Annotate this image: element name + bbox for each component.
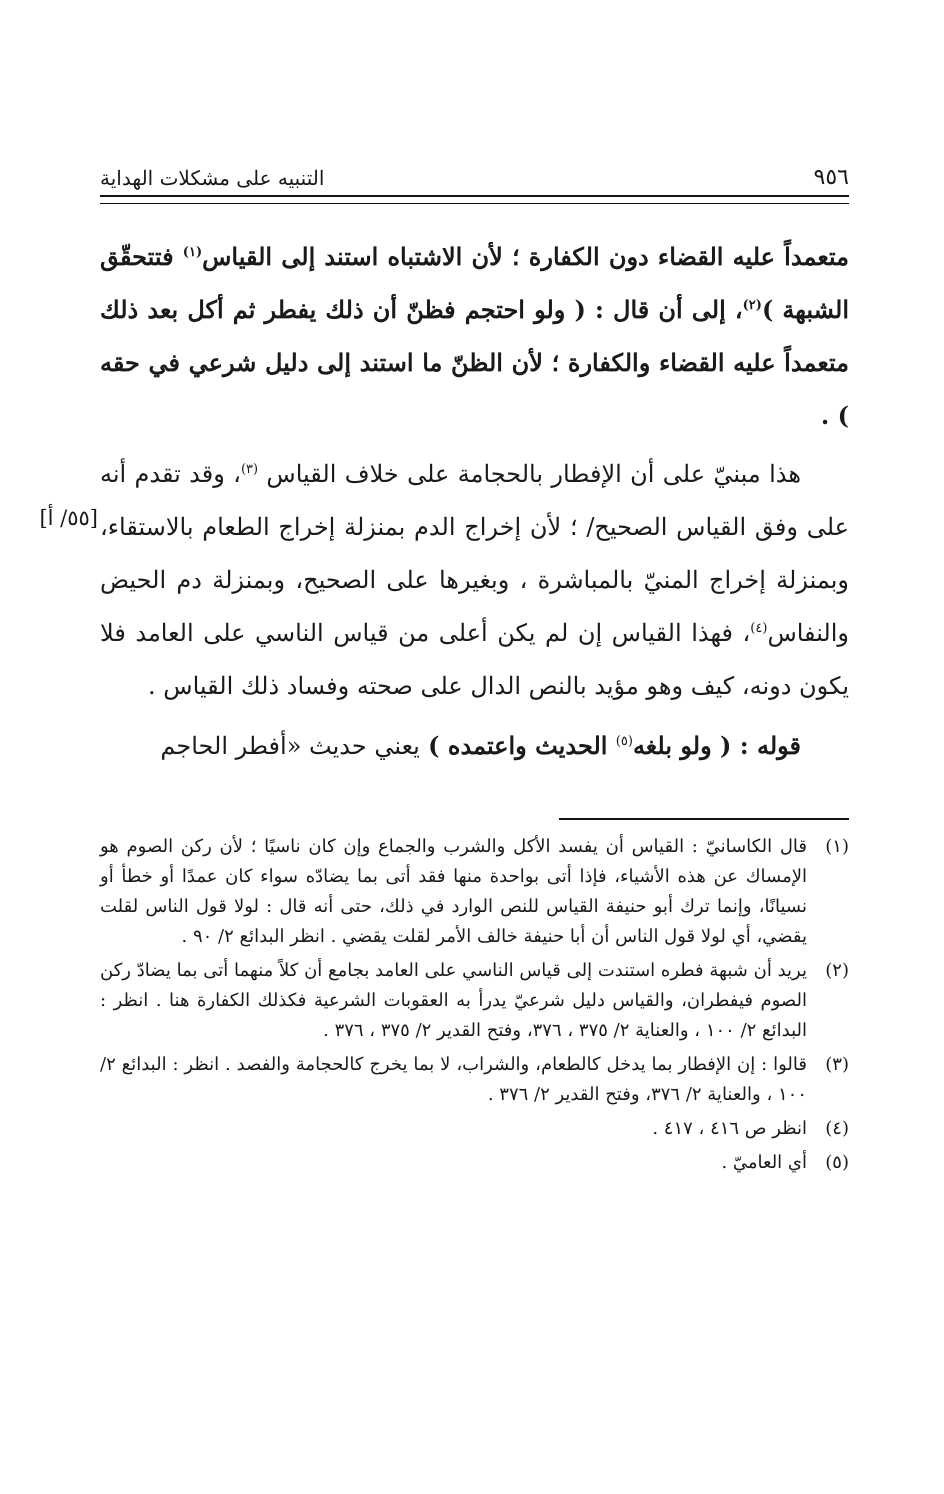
footnote-number: (٢) xyxy=(825,960,849,981)
footnote-text: أي العاميّ . xyxy=(721,1152,807,1173)
footnote-text: يريد أن شبهة فطره استندت إلى قياس الناسي على العامد بجامع أن كلاً منهما أتى بما يضادّ ركن الصوم فيفطران، والقياس دليل شرعيّ يدرأ به العقوبات الشرعية فكذلك الكفارة هنا . انظر : البدائع ٢/ ١٠٠ ، والعناية ٢/ ٣٧٥ ، ٣٧٦، وفتح القدير ٢/ ٣٧٥ ، ٣٧٦ . xyxy=(100,960,807,1041)
footnote-ref-4: (٤) xyxy=(750,621,768,636)
footnote-text: انظر ص ٤١٦ ، ٤١٧ . xyxy=(652,1118,807,1139)
footnote-ref-3: (٣) xyxy=(240,462,259,477)
footnote-number: (١) xyxy=(825,836,849,857)
page-number: ٩٥٦ xyxy=(813,165,849,190)
footnote-text: قالوا : إن الإفطار بما يدخل كالطعام، والشراب، لا بما يخرج كالحجامة والفصد . انظر : البدائع ٢/ ١٠٠ ، والعناية ٢/ ٣٧٦، وفتح القدير ٢/ ٣٧٦ . xyxy=(100,1054,807,1105)
quoted-passage-part-3: ، إلى أن قال : ( ولو احتجم فظنّ أن ذلك يفطر ثم أكل بعد ذلك متعمداً عليه القضاء والكفارة ؛ لأن الظنّ ما استند إلى دليل شرعي في حقه ) . xyxy=(100,295,849,430)
next-quote-part-1: قوله : ( ولو بلغه xyxy=(632,731,801,760)
commentary-part-3: ، فهذا القياس إن لم يكن أعلى من قياس الناسي على العامد فلا يكون دونه، كيف وهو مؤيد بالنص الدال على صحته وفساد ذلك القياس . xyxy=(100,619,849,700)
next-quote-part-3: يعني حديث «أفطر الحاجم xyxy=(160,732,420,760)
running-header xyxy=(100,150,849,190)
footnote-number: (٥) xyxy=(825,1152,849,1173)
footnote-text: قال الكاسانيّ : القياس أن يفسد الأكل والشرب والجماع وإن كان ناسيًا ؛ لأن ركن الصوم هو الإمساك عن هذه الأشياء، فإذا أتى بواحدة منها فقد أتى بما يضادّه سواء كان عمدًا أو خطأ أو نسيانًا، وإنما ترك أبو حنيفة القياس للنص الوارد في ذلك، حتى أنه قال : لولا قول الناس لقلت يقضي، أي لولا قول الناس أن أبا حنيفة خالف الأمر لقلت يقضي . انظر البدائع ٢/ ٩٠ . xyxy=(100,836,807,947)
next-quote-paragraph xyxy=(100,719,849,773)
footnote-ref-5: (٥) xyxy=(615,734,633,749)
footnotes xyxy=(100,832,849,1182)
footnote-number: (٤) xyxy=(825,1118,849,1139)
quoted-passage xyxy=(100,230,849,442)
manuscript-folio-note: [٥٥/ أ] xyxy=(39,506,98,530)
footnote-separator xyxy=(559,818,849,820)
quoted-passage-part-2: فتتحقّق الشبهة ) xyxy=(100,242,849,324)
footnote xyxy=(100,956,849,1046)
quoted-passage-part-1: متعمداً عليه القضاء دون الكفارة ؛ لأن الاشتباه استند إلى القياس xyxy=(202,242,849,271)
commentary-part-1: هذا مبنيّ على أن الإفطار بالحجامة على خلاف القياس xyxy=(258,460,801,488)
footnote-ref-2: (٢) xyxy=(742,298,762,313)
footnote-number: (٣) xyxy=(825,1054,849,1075)
footnote xyxy=(100,832,849,952)
footnote xyxy=(100,1050,849,1110)
footnote xyxy=(100,1114,849,1144)
footnote-ref-1: (١) xyxy=(182,245,203,260)
footnote xyxy=(100,1148,849,1178)
book-title: التنبيه على مشكلات الهداية xyxy=(100,166,325,190)
main-text xyxy=(100,230,849,773)
next-quote-part-2: الحديث واعتمده ) xyxy=(419,731,616,760)
header-rule xyxy=(100,195,849,204)
commentary-part-2: ، وقد تقدم أنه على وفق القياس الصحيح/ ؛ لأن إخراج الدم بمنزلة إخراج الطعام بالاستقاء، وبمنزلة إخراج المنيّ بالمباشرة ، وبغيرها على الصحيح، وبمنزلة دم الحيض والنفاس xyxy=(100,460,850,647)
commentary-paragraph xyxy=(100,448,849,713)
